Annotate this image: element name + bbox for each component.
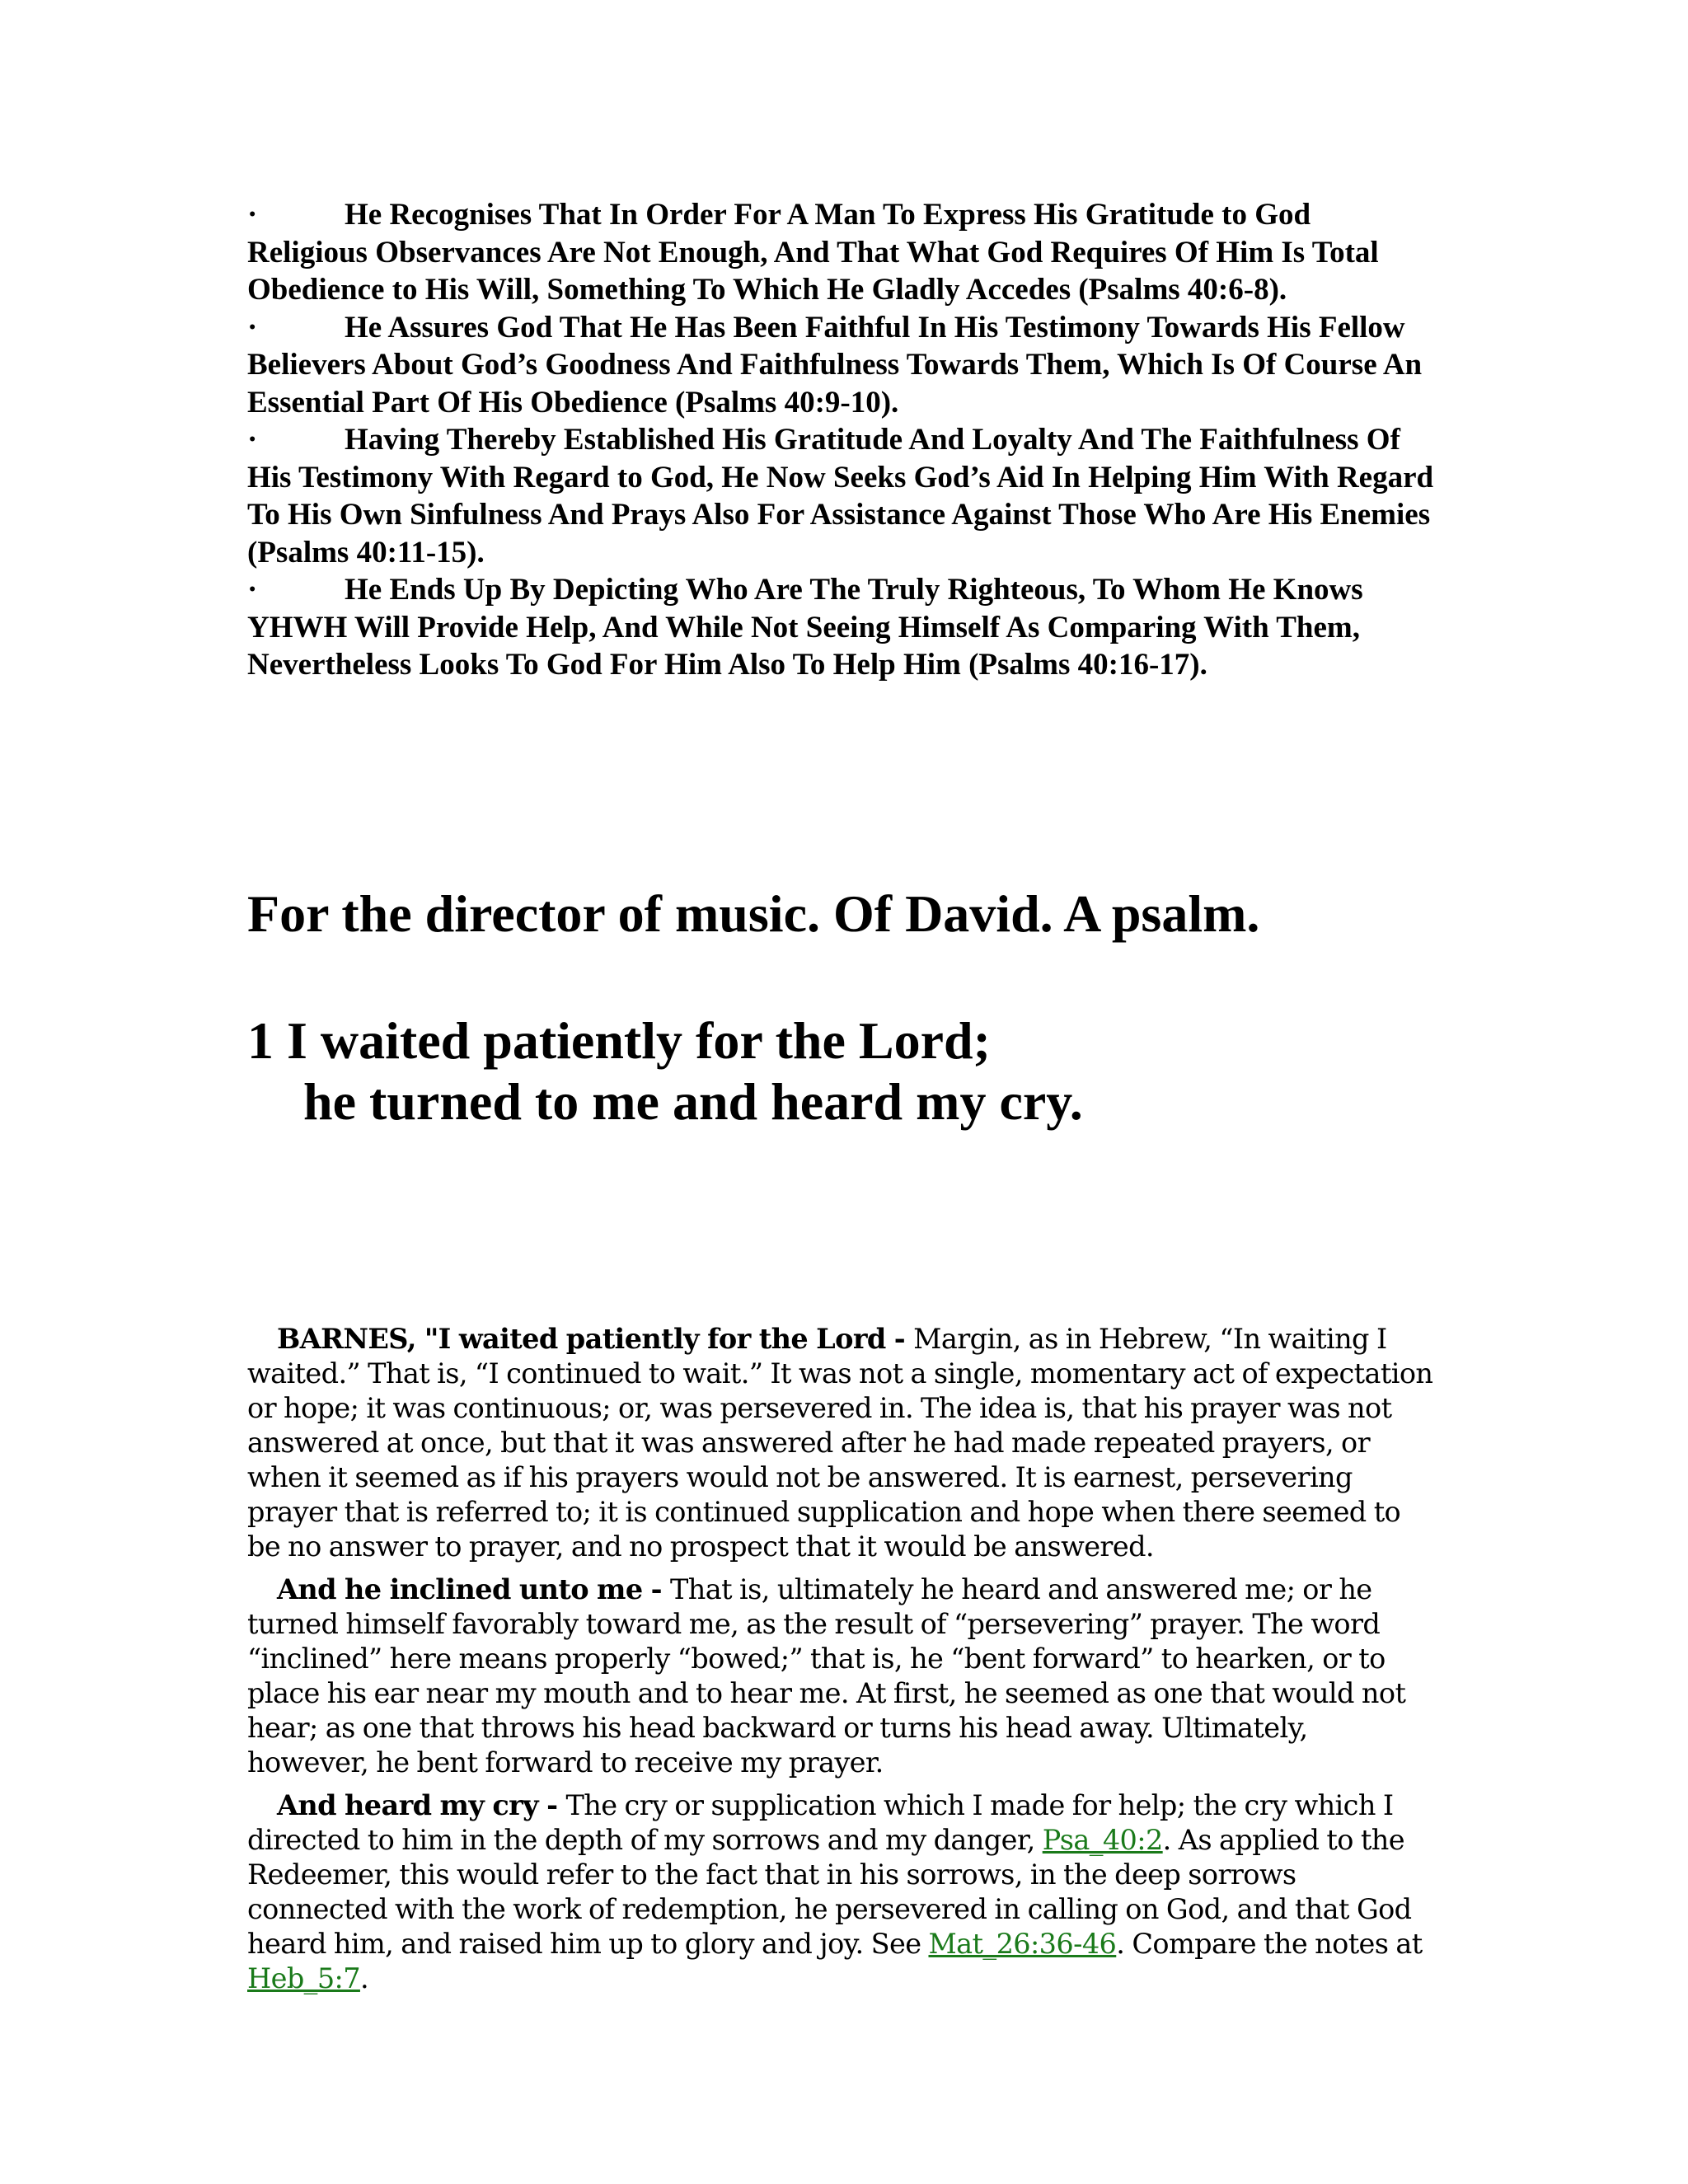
commentary-text: .: [359, 1962, 369, 1994]
barnes-commentary: [247, 1322, 1434, 2004]
outline-bullet: [247, 196, 1434, 309]
commentary-text: Margin, as in Hebrew, “In waiting I waited.” That is, “I continued to wait.” It was not a single, momentary act of expectation or hope; it was continuous; or, was persevered in. The idea is, that his prayer was not answered at once, but that it was answered after he had made repeated prayers, or when it seemed as if his prayers would not be answered. It is earnest, persevering prayer that is referred to; it is continued supplication and hope when there seemed to be no answer to prayer, and no prospect that it would be answered.: [247, 1323, 1433, 1563]
commentary-text: The cry or supplication which I made for help; the cry which I directed to him in the depth of my sorrows and my danger,: [247, 1789, 1394, 1856]
commentary-paragraph: [247, 1572, 1434, 1780]
bullet-marker: ·: [247, 573, 258, 607]
outline-bullet: [247, 571, 1434, 684]
commentary-paragraph: [247, 1788, 1434, 1996]
scripture-link-psa-40-2[interactable]: Psa_40:2: [1042, 1824, 1163, 1856]
verse-line-2: he turned to me and heard my cry.: [303, 1072, 1083, 1131]
commentary-text: . Compare the notes at: [1116, 1928, 1423, 1960]
bullet-text: Having Thereby Established His Gratitude And Loyalty And The Faithfulness Of His Testimony With Regard to God, He Now Seeks God’s Aid In Helping Him With Regard To His Own Sinfulness And Prays Also For Assistance Against Those Who Are His Enemies (Psalms 40:11-15).: [247, 423, 1434, 569]
commentary-paragraph: [247, 1322, 1434, 1564]
bullet-marker: ·: [247, 423, 258, 457]
commentary-text: . As applied to the Redeemer, this would refer to the fact that in his sorrows, in the deep sorrows connected with the work of redemption, he persevered in calling on God, and that God heard him, and raised him up to glory and joy. See: [247, 1824, 1412, 1960]
scripture-link-heb-5-7[interactable]: Heb_5:7: [247, 1962, 360, 1994]
bullet-text: He Assures God That He Has Been Faithful In His Testimony Towards His Fellow Believers About God’s Goodness And Faithfulness Towards Them, Which Is Of Course An Essential Part Of His Obedience (Psalms 40:9-10).: [247, 310, 1423, 419]
psalm-title: For the director of music. Of David. A psalm.: [247, 884, 1260, 943]
bullet-text: He Recognises That In Order For A Man To Express His Gratitude to God Religious Observances Are Not Enough, And That What God Requires Of Him Is Total Obedience to His Will, Something To Which He Gladly Accedes (Psalms 40:6-8).: [247, 198, 1379, 307]
commentary-lemma: And heard my cry -: [277, 1789, 566, 1821]
scripture-link-mat-26-36[interactable]: Mat_26:36-46: [928, 1928, 1117, 1960]
outline-bullet: [247, 309, 1434, 422]
verse-line-1: 1 I waited patiently for the Lord;: [247, 1011, 991, 1070]
commentary-text: That is, ultimately he heard and answered me; or he turned himself favorably toward me, as the result of “persevering” prayer. The word “inclined” here means properly “bowed;” that is, he “bent forward” to hearken, or to place his ear near my mouth and to hear me. At first, he seemed as one that would not hear; as one that throws his head backward or turns his head away. Ultimately, however, he bent forward to receive my prayer.: [247, 1573, 1406, 1779]
bullet-marker: ·: [247, 310, 258, 344]
outline-bullet: [247, 421, 1434, 571]
bullet-marker: ·: [247, 198, 258, 232]
commentary-lemma: BARNES, "I waited patiently for the Lord -: [277, 1323, 914, 1355]
bullet-text: He Ends Up By Depicting Who Are The Truly Righteous, To Whom He Knows YHWH Will Provide Help, And While Not Seeing Himself As Comparing With Them, Nevertheless Looks To God For Him Also To Help Him (Psalms 40:16-17).: [247, 573, 1363, 682]
commentary-lemma: And he inclined unto me -: [277, 1573, 671, 1605]
verse-heading: [247, 1010, 1083, 1132]
outline-bullet-list: [247, 196, 1434, 684]
